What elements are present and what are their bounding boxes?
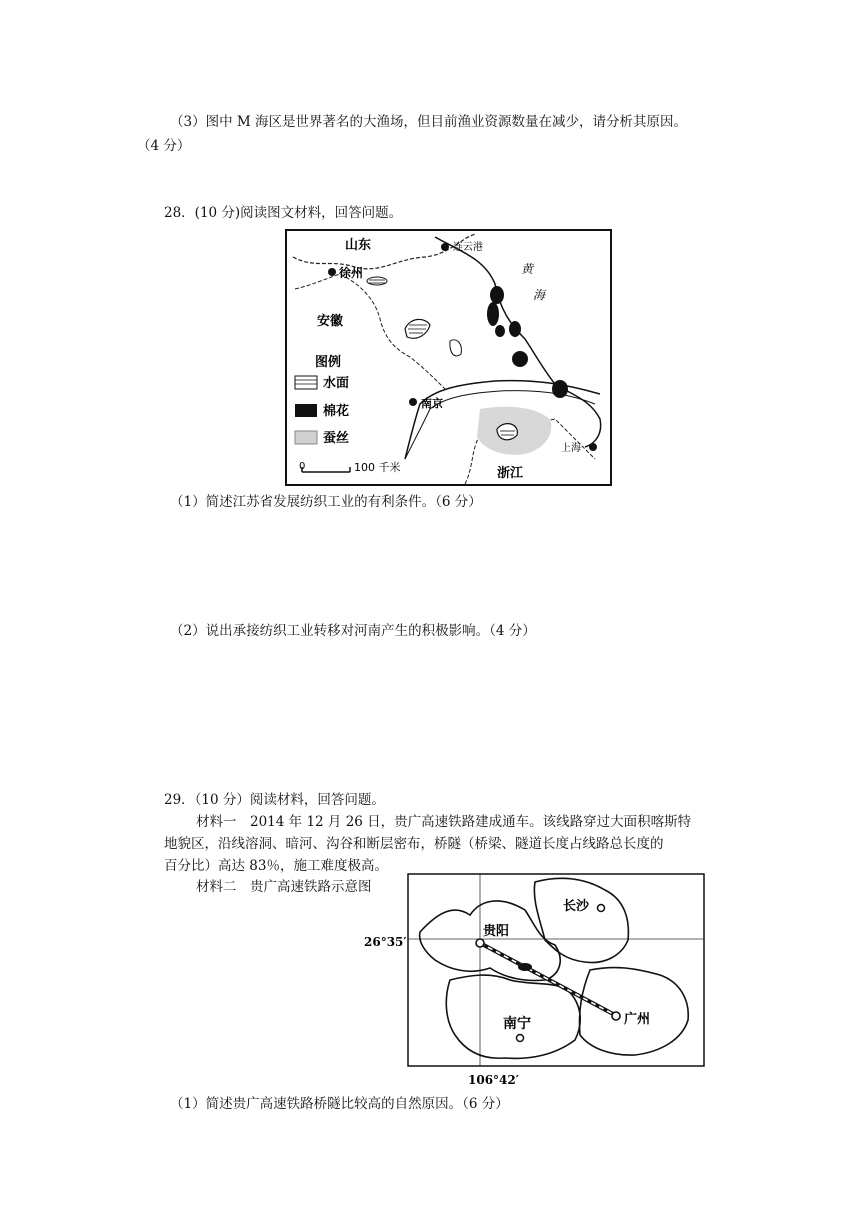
legend-cotton: 棉花	[323, 404, 350, 419]
label-changsha: 长沙	[563, 899, 590, 914]
label-shandong: 山东	[345, 238, 372, 253]
nanjing-dot	[409, 398, 417, 406]
guiyang-marker	[476, 939, 484, 947]
legend-title: 图例	[315, 355, 342, 370]
guiguang-railway-map	[360, 870, 710, 1092]
label-nanning: 南宁	[503, 1016, 531, 1032]
label-lianyungang: 连云港	[453, 242, 483, 253]
label-anhui: 安徽	[317, 314, 344, 329]
q29-material2: 材料二 贵广高速铁路示意图	[196, 879, 372, 895]
q29-material1-line2: 地貌区，沿线溶洞、暗河、沟谷和断层密布，桥隧（桥梁、隧道长度占线路总长度的	[164, 836, 664, 852]
longitude-label: 106°42′	[468, 1073, 519, 1087]
xuzhou-dot	[328, 268, 336, 276]
label-xuzhou: 徐州	[339, 266, 364, 280]
changsha-marker	[598, 905, 605, 912]
label-shanghai: 上海	[561, 443, 581, 454]
latitude-label: 26°35′	[364, 935, 407, 949]
legend-silk: 蚕丝	[323, 431, 350, 446]
q27-part3-line2: （4 分）	[137, 138, 191, 154]
cotton-area	[490, 286, 504, 304]
q29-material1-line3: 百分比）高达 83％，施工难度极高。	[164, 858, 388, 874]
legend-water: 水面	[323, 376, 350, 391]
q29-part1: （1）简述贵广高速铁路桥隧比较高的自然原因。（6 分）	[170, 1096, 509, 1112]
q28-title: 28．(10 分)阅读图文材料，回答问题。	[164, 205, 403, 221]
label-nanjing: 南京	[421, 397, 443, 410]
label-huang: 黄	[521, 262, 534, 276]
label-hai: 海	[533, 288, 546, 302]
q27-part3-line1: （3）图中 M 海区是世界著名的大渔场，但目前渔业资源数量在减少，请分析其原因。	[170, 114, 687, 130]
scale-zero: 0	[299, 461, 306, 472]
jiangsu-map	[285, 229, 612, 486]
guangzhou-marker	[612, 1012, 620, 1020]
q28-part1: （1）简述江苏省发展纺织工业的有利条件。（6 分）	[170, 494, 482, 510]
shanghai-dot	[589, 443, 597, 451]
water-weishan	[367, 277, 387, 285]
lianyungang-dot	[441, 243, 449, 251]
label-guangzhou: 广州	[624, 1012, 651, 1027]
q28-part2: （2）说出承接纺织工业转移对河南产生的积极影响。（4 分）	[170, 623, 536, 639]
q29-material1-line1: 材料一 2014 年 12 月 26 日，贵广高速铁路建成通车。该线路穿过大面积喀斯特	[196, 814, 692, 830]
water-taihu	[497, 424, 517, 440]
q29-title: 29．（10 分）阅读材料，回答问题。	[164, 792, 385, 808]
scale-label: 100 千米	[354, 461, 401, 474]
nanning-marker	[517, 1035, 524, 1042]
label-zhejiang: 浙江	[497, 466, 524, 481]
label-guiyang: 贵阳	[483, 924, 510, 939]
